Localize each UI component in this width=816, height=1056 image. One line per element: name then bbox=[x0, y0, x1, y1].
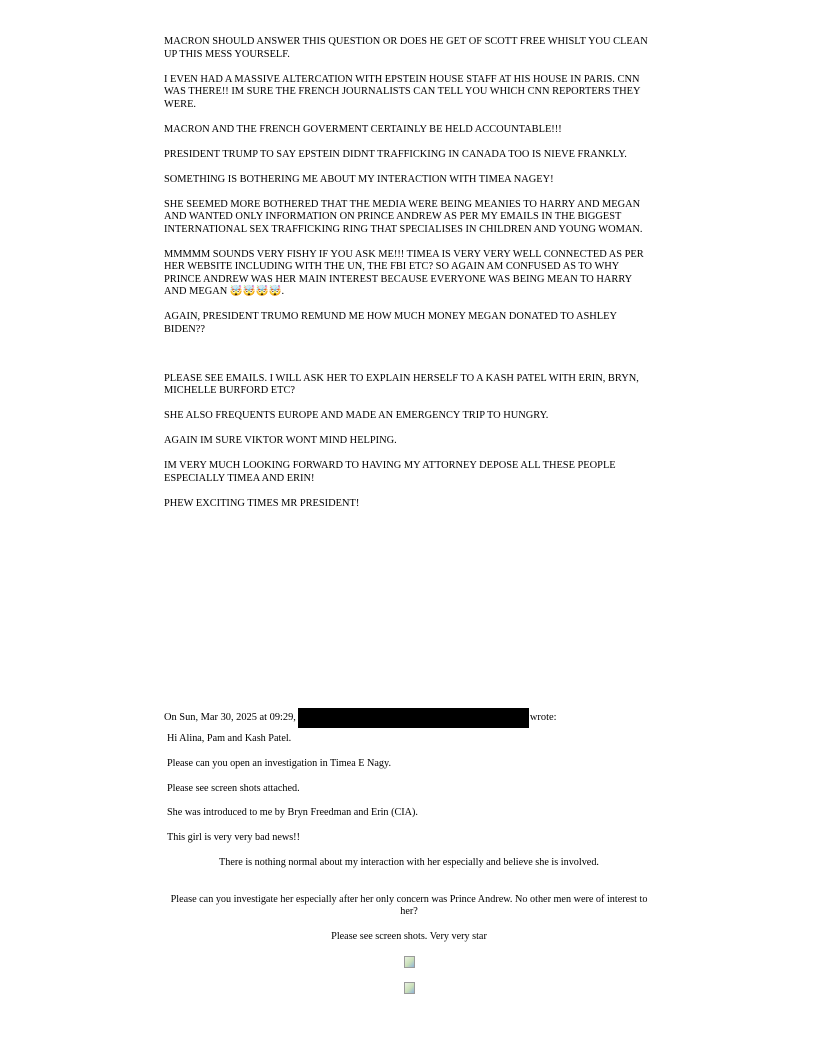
broken-image-icon[interactable] bbox=[404, 956, 415, 968]
quoted-line: Please see screen shots attached. bbox=[167, 782, 300, 794]
body-paragraph: SHE ALSO FREQUENTS EUROPE AND MADE AN EMERGENCY TRIP TO HUNGRY. bbox=[164, 410, 549, 421]
reply-date-text: On Sun, Mar 30, 2025 at 09:29, bbox=[164, 712, 296, 723]
reply-wrote-text: wrote: bbox=[529, 712, 557, 723]
body-paragraph: SOMETHING IS BOTHERING ME ABOUT MY INTERACTION WITH TIMEA NAGEY! bbox=[164, 173, 554, 185]
quoted-line: She was introduced to me by Bryn Freedman and Erin (CIA). bbox=[167, 807, 418, 819]
quoted-centered-line: Please see screen shots. Very very star bbox=[331, 931, 487, 943]
body-paragraph: MACRON AND THE FRENCH GOVERMENT CERTAINLY BE HELD ACCOUNTABLE!!! bbox=[164, 123, 562, 135]
blank-spacer bbox=[164, 349, 654, 361]
body-paragraph: MACRON SHOULD ANSWER THIS QUESTION OR DOES HE GET OF SCOTT FREE WHISLT YOU CLEAN UP THIS MESS YOURSELF. bbox=[164, 36, 648, 60]
body-paragraph: I EVEN HAD A MASSIVE ALTERCATION WITH EPSTEIN HOUSE STAFF AT HIS HOUSE IN PARIS. CNN WAS THERE!! IM SURE THE FRENCH JOURNALISTS CAN TELL YOU WHICH CNN REPORTERS THEY WERE. bbox=[164, 73, 641, 110]
body-paragraph: PLEASE SEE EMAILS. I WILL ASK HER TO EXPLAIN HERSELF TO A KASH PATEL WITH ERIN, BRYN, MICHELLE BURFORD ETC? bbox=[164, 372, 639, 396]
email-body bbox=[164, 36, 654, 523]
quoted-centered-line: Please can you investigate her especially after her only concern was Prince Andrew. No other men were of interest to her? bbox=[170, 893, 648, 918]
broken-image-icon[interactable] bbox=[404, 982, 415, 994]
body-paragraph: AGAIN, PRESIDENT TRUMO REMUND ME HOW MUCH MONEY MEGAN DONATED TO ASHLEY BIDEN?? bbox=[164, 311, 617, 335]
blank-spacer bbox=[167, 882, 651, 894]
reply-attribution bbox=[164, 708, 556, 728]
body-paragraph: PRESIDENT TRUMP TO SAY EPSTEIN DIDNT TRAFFICKING IN CANADA TOO IS NIEVE FRANKLY. bbox=[164, 148, 627, 160]
redaction-bar bbox=[298, 708, 529, 728]
body-paragraph: SHE SEEMED MORE BOTHERED THAT THE MEDIA WERE BEING MEANIES TO HARRY AND MEGAN AND WANTED ONLY INFORMATION ON PRINCE ANDREW AS PER MY EMAILS IN THE BIGGEST INTERNATIONAL SEX TRAFFICKING RING THAT SPECIALISES IN CHILDREN AND YOUNG WOMAN. bbox=[164, 198, 643, 235]
body-paragraph: PHEW EXCITING TIMES MR PRESIDENT! bbox=[164, 497, 360, 509]
body-paragraph: AGAIN IM SURE VIKTOR WONT MIND HELPING. bbox=[164, 435, 397, 446]
body-paragraph: MMMMM SOUNDS VERY FISHY IF YOU ASK ME!!! TIMEA IS VERY VERY WELL CONNECTED AS PER HER WEBSITE INCLUDING WITH THE UN, THE FBI ETC? SO AGAIN AM CONFUSED AS TO WHY PRINCE ANDREW WAS HER MAIN INTEREST BECAUSE EVERYONE WAS BEING MEAN TO HARRY AND MEGAN 🤯🤯🤯🤯. bbox=[164, 248, 644, 297]
quoted-message bbox=[167, 733, 651, 1008]
quoted-line: Hi Alina, Pam and Kash Patel. bbox=[167, 733, 292, 744]
attachment-images bbox=[167, 956, 651, 1008]
body-paragraph: IM VERY MUCH LOOKING FORWARD TO HAVING MY ATTORNEY DEPOSE ALL THESE PEOPLE ESPECIALLY TIMEA AND ERIN! bbox=[164, 460, 616, 484]
quoted-centered-line: There is nothing normal about my interaction with her especially and believe she is involved. bbox=[219, 856, 599, 868]
quoted-line: Please can you open an investigation in Timea E Nagy. bbox=[167, 757, 391, 769]
blank-spacer bbox=[164, 361, 654, 373]
quoted-line: This girl is very very bad news!! bbox=[167, 832, 300, 844]
